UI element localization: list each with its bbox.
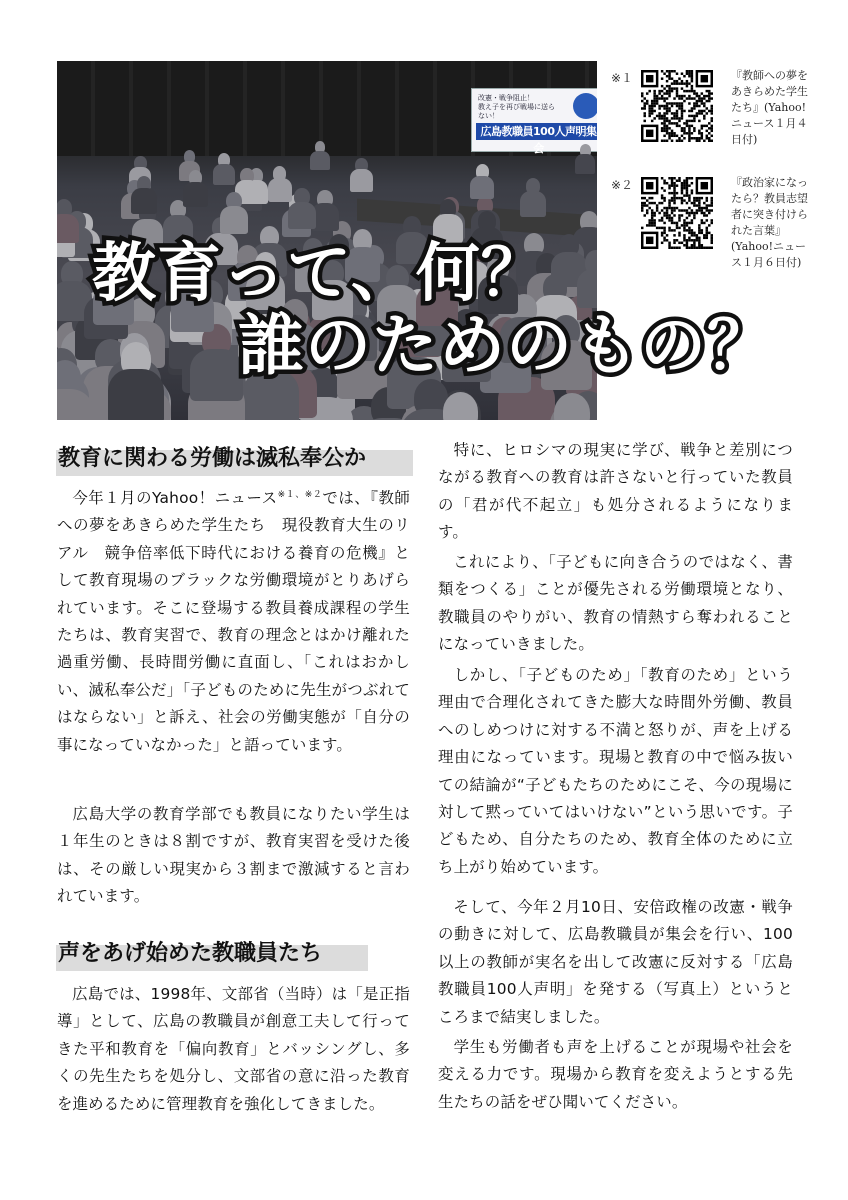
note-reference: ※１、※２ (277, 489, 323, 500)
section-1-paragraph-2 (57, 801, 410, 911)
audience-member-body (183, 182, 208, 206)
right-p1-text: 特に、ヒロシマの現実に学び、戦争と差別につながる教育への教育は許さないと行っていた教員の「君が代不起立」も処分されるようになります。 (438, 441, 793, 542)
audience-member-body (310, 151, 329, 170)
audience-member-body (330, 315, 376, 361)
audience-member-body (471, 227, 503, 259)
audience-member (443, 392, 479, 420)
right-paragraph-4 (438, 894, 793, 1031)
right-paragraph-5 (438, 1034, 793, 1116)
audience-member-body (271, 323, 319, 370)
banner-seal-icon (573, 93, 597, 119)
audience-member-body (220, 206, 248, 234)
audience-member-body (131, 188, 157, 213)
audience-member-body (433, 214, 463, 243)
banner-text-small: 改憲・戦争阻止！ 教え子を再び戦場に送らない！ (478, 94, 555, 120)
audience-member-body (575, 154, 595, 174)
audience-member-body (108, 369, 163, 420)
section-2-heading: 声をあげ始めた教職員たち (56, 935, 368, 973)
note-1-caption: 『教師への夢をあきらめた学生たち』(Yahoo!ニュース１月４日付) (731, 69, 808, 146)
right-p2-text: これにより、「子どもに向き合うのではなく、書類をつくる」ことが優先される労働環境となり、教職員のやりがい、教育の情熱すら奪われることになっていきました。 (438, 553, 793, 654)
audience-member-body (478, 275, 518, 314)
right-paragraph-3 (438, 662, 793, 881)
qr-code-1-icon[interactable] (641, 70, 713, 142)
audience-member-body (396, 232, 429, 264)
meeting-photo (57, 61, 597, 420)
right-p5-text: 学生も労働者も声を上げることが現場や社会を変える力です。現場から教育を変えようとする先生たちの話をぜひ聞いてください。 (438, 1038, 793, 1111)
audience-member-body (213, 164, 235, 185)
banner-text-main: 広島教職員100人声明集会 (476, 123, 597, 140)
audience-member-body (57, 214, 79, 243)
qr-code-1-icon (641, 70, 713, 142)
audience-member-body (350, 169, 373, 191)
audience-member-body (541, 340, 592, 390)
qr-code-2-icon (641, 177, 713, 249)
audience-member-body (132, 219, 163, 249)
qr-code-2-icon[interactable] (641, 177, 713, 249)
section-1-p1-rest: では、『教師への夢をあきらめた学生たち 現役教育大生のリアル 競争倍率低下時代における養育の危機』として教育現場のブラックな労働環境がとりあげられています。そこに登場する教員養成課程の学生たちは、教育実習で、教育の理念とはかけ離れた過重労働、長時間労働に直面し、「これはおかしい、滅私奉公だ」「子どものために先生がつぶれてはならない」と訴え、社会の労働実態が「自分の事になっていなかった」と語っています。 (57, 489, 410, 754)
section-1-p2-text: 広島大学の教育学部でも教員になりたい学生は１年生のときは８割ですが、教育実習を受けた後は、その厳しい現実から３割まで激減すると言われています。 (57, 805, 410, 906)
audience-member-body (288, 202, 316, 230)
audience-member-body (470, 176, 494, 199)
photo-banner (471, 88, 597, 155)
audience-member-body (500, 317, 547, 363)
audience-member-body (345, 247, 380, 282)
audience-member-body (171, 290, 213, 332)
section-1-p1-start: 今年１月のYahoo！ニュース (72, 489, 278, 507)
section-2-paragraph-1 (57, 981, 410, 1118)
section-2-p1-text: 広島では、1998年、文部省（当時）は「是正指導」として、広島の教職員が創意工夫して行ってきた平和教育を「偏向教育」とバッシングし、多くの先生たちを処分し、文部省の意に沿った教育を進めるために管理教育を強化してきました。 (57, 985, 410, 1113)
note-1-mark: ※１ (611, 71, 634, 85)
audience-member-body (190, 349, 242, 400)
headline-line-2: 誰のためのもの？ (238, 307, 774, 384)
note-2-caption: 『政治家になったら？教員志望者に突き付けられた言葉』(Yahoo!ニュース１月６日付) (731, 176, 808, 269)
right-p3-text: しかし、「子どものため」「教育のため」という理由で合理化されてきた膨大な時間外労働、教員へのしめつけに対する不満と怒りが、声を上げる理由になっています。現場と教育の中で悩み抜いての結論が“子どもたちのためにこそ、今の現場に対して黙っていてはいけない”という思いです。子どもため、自分たちのため、教育全体のために立ち上がり始めています。 (438, 666, 793, 876)
audience-member-body (163, 215, 193, 245)
right-p4-text: そして、今年２月10日、安倍政権の改憲・戦争の動きに対して、広島教職員が集会を行い、100以上の教師が実名を出して改憲に反対する「広島教職員100人声明」を発する（写真上）というところまで結実しました。 (438, 898, 793, 1026)
headline-line-1: 教育って、何？ (92, 237, 546, 311)
audience-member-body (246, 272, 285, 311)
section-1-paragraph-1 (57, 485, 410, 759)
audience-member-body (312, 280, 353, 320)
audience-member-body (205, 233, 238, 266)
audience-member-body (520, 191, 546, 217)
note-2-mark: ※２ (611, 178, 634, 192)
audience-member-body (268, 178, 292, 202)
audience-member-body (243, 370, 298, 420)
audience-member-body (377, 285, 419, 326)
audience-member-body (577, 269, 597, 307)
right-paragraph-2 (438, 549, 793, 659)
section-1-heading: 教育に関わる労働は滅私奉公か (56, 440, 413, 478)
audience-member-body (416, 285, 458, 326)
audience-member-body (442, 333, 491, 382)
right-paragraph-1 (438, 437, 793, 547)
audience-member-body (93, 284, 134, 325)
